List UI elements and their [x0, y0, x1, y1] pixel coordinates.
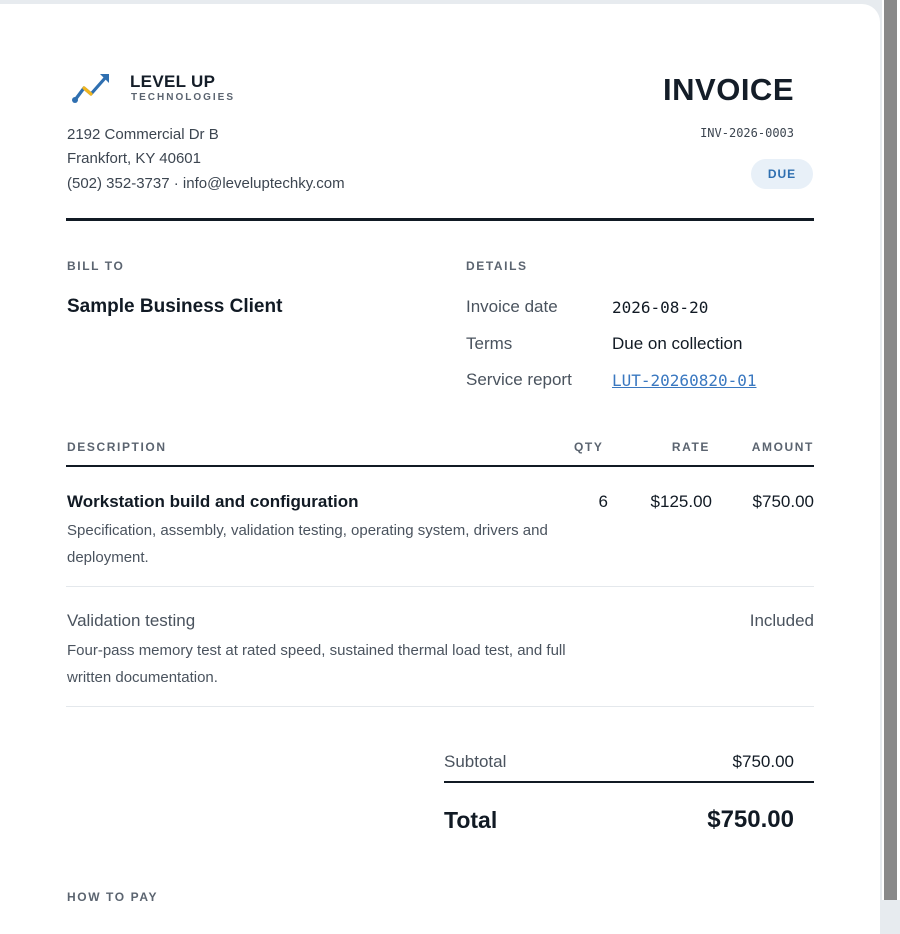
service-report-label: Service report: [466, 370, 572, 389]
terms-label: Terms: [466, 334, 513, 353]
terms-value: Due on collection: [612, 334, 743, 353]
details-label: DETAILS: [466, 259, 528, 273]
service-report-link[interactable]: LUT-20260820-01: [612, 371, 757, 390]
line-item-title: Validation testing: [67, 611, 196, 630]
company-name: LEVEL UP: [130, 72, 216, 91]
totals-divider: [444, 781, 814, 783]
line-item-qty: 6: [598, 492, 608, 511]
total-label: Total: [444, 807, 498, 833]
row-divider: [66, 586, 814, 587]
invoice-date-label: Invoice date: [466, 297, 558, 316]
invoice-number: INV-2026-0003: [700, 126, 794, 140]
company-address-line2: Frankfort, KY 40601: [67, 150, 201, 167]
client-name: Sample Business Client: [67, 296, 283, 317]
company-address-line1: 2192 Commercial Dr B: [67, 126, 219, 143]
subtotal-value: $750.00: [732, 752, 794, 771]
qty-header: QTY: [574, 440, 604, 454]
line-item-description: Four-pass memory test at rated speed, sustained thermal load test, and full written documentation.: [67, 642, 566, 686]
line-item-description: Specification, assembly, validation testing, operating system, drivers and deployment.: [67, 522, 548, 566]
header-divider: [66, 218, 814, 221]
line-item-title: Workstation build and configuration: [67, 492, 359, 511]
amount-header: AMOUNT: [751, 440, 814, 454]
invoice-title: INVOICE: [663, 72, 794, 107]
rate-header: RATE: [671, 440, 710, 454]
scrollbar-thumb[interactable]: [884, 0, 897, 900]
invoice-date-value: 2026-08-20: [612, 298, 709, 317]
trend-up-icon: [70, 70, 112, 106]
bill-to-label: BILL TO: [67, 259, 125, 273]
description-header: DESCRIPTION: [67, 440, 167, 454]
status-badge: DUE: [751, 159, 813, 189]
total-value: $750.00: [707, 806, 794, 833]
line-item-amount: $750.00: [752, 492, 814, 511]
company-tagline: TECHNOLOGIES: [131, 92, 236, 103]
invoice-page: [0, 4, 880, 934]
company-contact: (502) 352-3737 · info@leveluptechky.com: [67, 175, 345, 192]
line-item-rate: $125.00: [650, 492, 712, 511]
subtotal-label: Subtotal: [444, 752, 507, 771]
line-item-amount: Included: [749, 611, 814, 630]
table-header-divider: [66, 465, 814, 467]
row-divider: [66, 706, 814, 707]
how-to-pay-label: HOW TO PAY: [67, 890, 159, 904]
